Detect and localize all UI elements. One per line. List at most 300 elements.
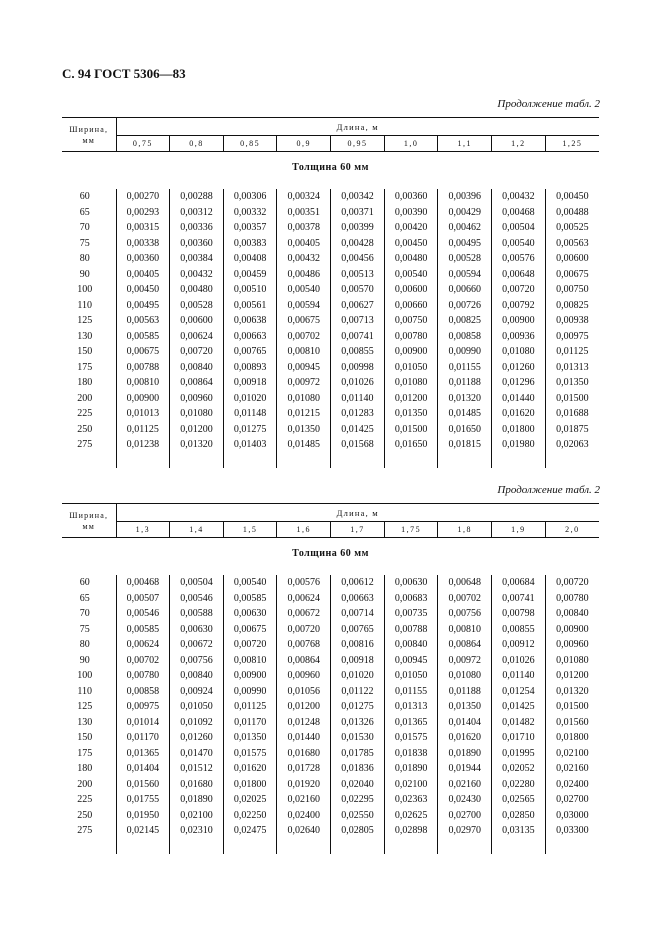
length-column-header: 1,75 [384, 522, 438, 538]
value-cell: 0,00480 [384, 251, 438, 267]
value-cell: 0,01560 [116, 777, 170, 793]
value-cell: 0,01500 [545, 699, 599, 715]
value-cell: 0,02565 [492, 792, 546, 808]
value-cell: 0,01620 [223, 761, 277, 777]
table-row [62, 591, 599, 607]
value-cell: 0,00432 [492, 189, 546, 205]
value-cell: 0,00714 [331, 606, 385, 622]
value-cell: 0,01013 [116, 406, 170, 422]
value-cell: 0,00450 [116, 282, 170, 298]
length-column-header: 1,3 [116, 522, 170, 538]
value-cell: 0,01950 [116, 808, 170, 824]
value-cell: 0,01200 [170, 422, 224, 438]
table-row [62, 437, 599, 453]
value-cell: 0,01026 [492, 653, 546, 669]
width-cell: 250 [77, 423, 93, 435]
table-row [62, 329, 599, 345]
value-cell: 0,01254 [492, 684, 546, 700]
value-cell: 0,00972 [438, 653, 492, 669]
value-cell: 0,01890 [384, 761, 438, 777]
value-cell: 0,01275 [223, 422, 277, 438]
value-cell: 0,00900 [116, 391, 170, 407]
value-cell: 0,00663 [331, 591, 385, 607]
value-cell: 0,02100 [545, 746, 599, 762]
continuation-label: Продолжение табл. 2 [497, 98, 600, 110]
value-cell: 0,01050 [384, 668, 438, 684]
value-cell: 0,03000 [545, 808, 599, 824]
value-cell: 0,00405 [277, 236, 331, 252]
value-cell: 0,00855 [331, 344, 385, 360]
value-cell: 0,00756 [438, 606, 492, 622]
length-column-header: 1,0 [384, 136, 438, 152]
thickness-row [62, 538, 599, 569]
value-cell: 0,02250 [223, 808, 277, 824]
value-cell: 0,01020 [331, 668, 385, 684]
value-cell: 0,01350 [277, 422, 331, 438]
value-cell: 0,01890 [170, 792, 224, 808]
table-row [62, 792, 599, 808]
value-cell: 0,01080 [170, 406, 224, 422]
value-cell: 0,00528 [438, 251, 492, 267]
value-cell: 0,01500 [545, 391, 599, 407]
value-cell: 0,00528 [170, 298, 224, 314]
value-cell: 0,00945 [384, 653, 438, 669]
value-cell: 0,00336 [170, 220, 224, 236]
value-cell: 0,02970 [438, 823, 492, 839]
value-cell: 0,02700 [545, 792, 599, 808]
length-header: Длина, м [116, 504, 599, 522]
value-cell: 0,00540 [384, 267, 438, 283]
value-cell: 0,00858 [116, 684, 170, 700]
value-cell: 0,01260 [170, 730, 224, 746]
value-cell: 0,01188 [438, 375, 492, 391]
value-cell: 0,00468 [492, 205, 546, 221]
length-column-header: 0,95 [331, 136, 385, 152]
value-cell: 0,00840 [545, 606, 599, 622]
value-cell: 0,01650 [384, 437, 438, 453]
value-cell: 0,00720 [277, 622, 331, 638]
value-cell: 0,02160 [277, 792, 331, 808]
value-cell: 0,01275 [331, 699, 385, 715]
value-cell: 0,00396 [438, 189, 492, 205]
value-cell: 0,01050 [384, 360, 438, 376]
value-cell: 0,01980 [492, 437, 546, 453]
value-cell: 0,00563 [116, 313, 170, 329]
value-cell: 0,02295 [331, 792, 385, 808]
value-cell: 0,00713 [331, 313, 385, 329]
width-cell: 180 [77, 763, 93, 775]
value-cell: 0,01944 [438, 761, 492, 777]
value-cell: 0,00900 [492, 313, 546, 329]
value-cell: 0,00504 [170, 575, 224, 591]
value-cell: 0,02100 [170, 808, 224, 824]
value-cell: 0,01350 [384, 406, 438, 422]
value-cell: 0,02025 [223, 792, 277, 808]
value-cell: 0,00792 [492, 298, 546, 314]
value-cell: 0,01404 [438, 715, 492, 731]
value-cell: 0,01568 [331, 437, 385, 453]
value-cell: 0,01026 [331, 375, 385, 391]
value-cell: 0,00858 [438, 329, 492, 345]
value-cell: 0,00576 [277, 575, 331, 591]
value-cell: 0,00293 [116, 205, 170, 221]
value-cell: 0,02160 [545, 761, 599, 777]
value-cell: 0,00432 [277, 251, 331, 267]
value-cell: 0,01080 [384, 375, 438, 391]
table-row [62, 575, 599, 591]
width-cell: 90 [79, 268, 90, 280]
length-column-header: 1,2 [492, 136, 546, 152]
value-cell: 0,00702 [277, 329, 331, 345]
value-cell: 0,00384 [170, 251, 224, 267]
table-row [62, 298, 599, 314]
value-cell: 0,00735 [384, 606, 438, 622]
value-cell: 0,00627 [331, 298, 385, 314]
value-cell: 0,00450 [545, 189, 599, 205]
value-cell: 0,00540 [277, 282, 331, 298]
value-cell: 0,00585 [116, 622, 170, 638]
value-cell: 0,01313 [384, 699, 438, 715]
width-cell: 175 [77, 747, 93, 759]
value-cell: 0,01815 [438, 437, 492, 453]
value-cell: 0,01680 [170, 777, 224, 793]
value-cell: 0,01200 [277, 699, 331, 715]
value-cell: 0,01215 [277, 406, 331, 422]
value-cell: 0,00360 [170, 236, 224, 252]
value-cell: 0,00486 [277, 267, 331, 283]
table-row [62, 360, 599, 376]
value-cell: 0,01575 [384, 730, 438, 746]
width-cell: 130 [77, 716, 93, 728]
value-cell: 0,01482 [492, 715, 546, 731]
value-cell: 0,01200 [545, 668, 599, 684]
value-cell: 0,00351 [277, 205, 331, 221]
weight-table-1 [62, 117, 599, 468]
value-cell: 0,01440 [277, 730, 331, 746]
value-cell: 0,00630 [384, 575, 438, 591]
value-cell: 0,00864 [170, 375, 224, 391]
table-row [62, 653, 599, 669]
value-cell: 0,01313 [545, 360, 599, 376]
width-cell: 75 [79, 623, 90, 635]
value-cell: 0,01080 [545, 653, 599, 669]
value-cell: 0,00360 [116, 251, 170, 267]
value-cell: 0,00480 [170, 282, 224, 298]
value-cell: 0,01140 [492, 668, 546, 684]
thickness-label: Толщина 60 мм [292, 547, 369, 559]
value-cell: 0,00462 [438, 220, 492, 236]
table-row [62, 668, 599, 684]
value-cell: 0,00371 [331, 205, 385, 221]
value-cell: 0,00332 [223, 205, 277, 221]
value-cell: 0,00726 [438, 298, 492, 314]
value-cell: 0,00663 [223, 329, 277, 345]
value-cell: 0,00456 [331, 251, 385, 267]
value-cell: 0,00960 [277, 668, 331, 684]
width-cell: 125 [77, 315, 93, 327]
value-cell: 0,00630 [170, 622, 224, 638]
value-cell: 0,00288 [170, 189, 224, 205]
value-cell: 0,00510 [223, 282, 277, 298]
value-cell: 0,00825 [545, 298, 599, 314]
table-row [62, 267, 599, 283]
value-cell: 0,02805 [331, 823, 385, 839]
value-cell: 0,00315 [116, 220, 170, 236]
table-row [62, 808, 599, 824]
value-cell: 0,00855 [492, 622, 546, 638]
length-column-header: 1,5 [223, 522, 277, 538]
value-cell: 0,00780 [116, 668, 170, 684]
value-cell: 0,00672 [277, 606, 331, 622]
table-row [62, 406, 599, 422]
value-cell: 0,00648 [492, 267, 546, 283]
value-cell: 0,01056 [277, 684, 331, 700]
value-cell: 0,00672 [170, 637, 224, 653]
table-row [62, 282, 599, 298]
value-cell: 0,00798 [492, 606, 546, 622]
value-cell: 0,01170 [116, 730, 170, 746]
value-cell: 0,00399 [331, 220, 385, 236]
value-cell: 0,01125 [223, 699, 277, 715]
value-cell: 0,00765 [331, 622, 385, 638]
value-cell: 0,00675 [545, 267, 599, 283]
value-cell: 0,01326 [331, 715, 385, 731]
table-row [62, 220, 599, 236]
value-cell: 0,01440 [492, 391, 546, 407]
value-cell: 0,00810 [223, 653, 277, 669]
width-cell: 225 [77, 408, 93, 420]
value-cell: 0,01800 [545, 730, 599, 746]
value-cell: 0,02400 [545, 777, 599, 793]
value-cell: 0,00864 [277, 653, 331, 669]
value-cell: 0,00420 [384, 220, 438, 236]
width-cell: 70 [79, 222, 90, 234]
value-cell: 0,00720 [170, 344, 224, 360]
value-cell: 0,01350 [545, 375, 599, 391]
length-column-header: 1,7 [331, 522, 385, 538]
table-row [62, 391, 599, 407]
table-row [62, 236, 599, 252]
value-cell: 0,01425 [492, 699, 546, 715]
value-cell: 0,02550 [331, 808, 385, 824]
table-row [62, 422, 599, 438]
value-cell: 0,01238 [116, 437, 170, 453]
value-cell: 0,00864 [438, 637, 492, 653]
value-cell: 0,00660 [384, 298, 438, 314]
table-row [62, 637, 599, 653]
value-cell: 0,01650 [438, 422, 492, 438]
value-cell: 0,01485 [277, 437, 331, 453]
value-cell: 0,00924 [170, 684, 224, 700]
value-cell: 0,00513 [331, 267, 385, 283]
width-cell: 200 [77, 778, 93, 790]
length-column-header: 1,6 [277, 522, 331, 538]
width-cell: 175 [77, 361, 93, 373]
value-cell: 0,00900 [223, 668, 277, 684]
length-column-header: 0,75 [116, 136, 170, 152]
value-cell: 0,00780 [384, 329, 438, 345]
value-cell: 0,00630 [223, 606, 277, 622]
value-cell: 0,03135 [492, 823, 546, 839]
value-cell: 0,02063 [545, 437, 599, 453]
value-cell: 0,00488 [545, 205, 599, 221]
value-cell: 0,01838 [384, 746, 438, 762]
value-cell: 0,00600 [545, 251, 599, 267]
value-cell: 0,00585 [116, 329, 170, 345]
width-cell: 65 [79, 206, 90, 218]
value-cell: 0,01350 [438, 699, 492, 715]
table-row [62, 606, 599, 622]
value-cell: 0,00624 [116, 637, 170, 653]
continuation-label: Продолжение табл. 2 [497, 484, 600, 496]
value-cell: 0,02100 [384, 777, 438, 793]
value-cell: 0,01800 [223, 777, 277, 793]
value-cell: 0,00306 [223, 189, 277, 205]
value-cell: 0,00563 [545, 236, 599, 252]
value-cell: 0,00936 [492, 329, 546, 345]
width-cell: 100 [77, 284, 93, 296]
value-cell: 0,01485 [438, 406, 492, 422]
value-cell: 0,00683 [384, 591, 438, 607]
value-cell: 0,01875 [545, 422, 599, 438]
value-cell: 0,00702 [438, 591, 492, 607]
value-cell: 0,02280 [492, 777, 546, 793]
value-cell: 0,01320 [438, 391, 492, 407]
value-cell: 0,00540 [223, 575, 277, 591]
value-cell: 0,01785 [331, 746, 385, 762]
value-cell: 0,00540 [492, 236, 546, 252]
value-cell: 0,00975 [116, 699, 170, 715]
value-cell: 0,00741 [492, 591, 546, 607]
value-cell: 0,00600 [384, 282, 438, 298]
value-cell: 0,00780 [545, 591, 599, 607]
table-row [62, 715, 599, 731]
width-cell: 200 [77, 392, 93, 404]
value-cell: 0,01200 [384, 391, 438, 407]
value-cell: 0,01470 [170, 746, 224, 762]
value-cell: 0,02363 [384, 792, 438, 808]
value-cell: 0,00459 [223, 267, 277, 283]
table-row [62, 777, 599, 793]
value-cell: 0,00684 [492, 575, 546, 591]
value-cell: 0,00893 [223, 360, 277, 376]
thickness-row [62, 152, 599, 183]
value-cell: 0,00360 [384, 189, 438, 205]
value-cell: 0,00990 [223, 684, 277, 700]
value-cell: 0,00990 [438, 344, 492, 360]
value-cell: 0,00648 [438, 575, 492, 591]
value-cell: 0,00624 [170, 329, 224, 345]
value-cell: 0,00585 [223, 591, 277, 607]
value-cell: 0,00405 [116, 267, 170, 283]
value-cell: 0,01995 [492, 746, 546, 762]
table-row [62, 684, 599, 700]
value-cell: 0,00741 [331, 329, 385, 345]
width-cell: 275 [77, 825, 93, 837]
value-cell: 0,00750 [384, 313, 438, 329]
length-column-header: 1,25 [545, 136, 599, 152]
value-cell: 0,00900 [545, 622, 599, 638]
width-cell: 250 [77, 809, 93, 821]
value-cell: 0,00357 [223, 220, 277, 236]
table-row [62, 251, 599, 267]
value-cell: 0,00675 [223, 622, 277, 638]
value-cell: 0,00998 [331, 360, 385, 376]
table-row [62, 313, 599, 329]
width-cell: 150 [77, 346, 93, 358]
length-column-header: 0,8 [170, 136, 224, 152]
width-cell: 110 [77, 685, 93, 697]
thickness-label: Толщина 60 мм [292, 161, 369, 173]
value-cell: 0,00624 [277, 591, 331, 607]
value-cell: 0,01836 [331, 761, 385, 777]
value-cell: 0,00546 [116, 606, 170, 622]
table-row [62, 823, 599, 839]
value-cell: 0,00810 [438, 622, 492, 638]
weight-table-2 [62, 503, 599, 854]
value-cell: 0,01575 [223, 746, 277, 762]
value-cell: 0,02310 [170, 823, 224, 839]
length-column-header: 1,1 [438, 136, 492, 152]
value-cell: 0,00570 [331, 282, 385, 298]
value-cell: 0,01920 [277, 777, 331, 793]
value-cell: 0,02160 [438, 777, 492, 793]
value-cell: 0,01620 [438, 730, 492, 746]
value-cell: 0,00660 [438, 282, 492, 298]
value-cell: 0,02040 [331, 777, 385, 793]
value-cell: 0,01755 [116, 792, 170, 808]
value-cell: 0,01800 [492, 422, 546, 438]
value-cell: 0,01403 [223, 437, 277, 453]
width-cell: 60 [79, 577, 90, 589]
table-row [62, 761, 599, 777]
value-cell: 0,00675 [277, 313, 331, 329]
value-cell: 0,00840 [384, 637, 438, 653]
value-cell: 0,00810 [116, 375, 170, 391]
value-cell: 0,00918 [223, 375, 277, 391]
value-cell: 0,01890 [438, 746, 492, 762]
value-cell: 0,01404 [116, 761, 170, 777]
value-cell: 0,01530 [331, 730, 385, 746]
value-cell: 0,01680 [277, 746, 331, 762]
value-cell: 0,01425 [331, 422, 385, 438]
value-cell: 0,01125 [545, 344, 599, 360]
value-cell: 0,00408 [223, 251, 277, 267]
value-cell: 0,02400 [277, 808, 331, 824]
table-row [62, 730, 599, 746]
value-cell: 0,00390 [384, 205, 438, 221]
table-row [62, 699, 599, 715]
value-cell: 0,00816 [331, 637, 385, 653]
value-cell: 0,00525 [545, 220, 599, 236]
value-cell: 0,01248 [277, 715, 331, 731]
value-cell: 0,02850 [492, 808, 546, 824]
value-cell: 0,01500 [384, 422, 438, 438]
width-cell: 180 [77, 377, 93, 389]
value-cell: 0,00588 [170, 606, 224, 622]
value-cell: 0,02052 [492, 761, 546, 777]
width-cell: 130 [77, 330, 93, 342]
value-cell: 0,00342 [331, 189, 385, 205]
value-cell: 0,00900 [384, 344, 438, 360]
value-cell: 0,01260 [492, 360, 546, 376]
value-cell: 0,01080 [277, 391, 331, 407]
value-cell: 0,00720 [545, 575, 599, 591]
width-cell: 125 [77, 701, 93, 713]
width-cell: 65 [79, 592, 90, 604]
value-cell: 0,00788 [384, 622, 438, 638]
value-cell: 0,00428 [331, 236, 385, 252]
